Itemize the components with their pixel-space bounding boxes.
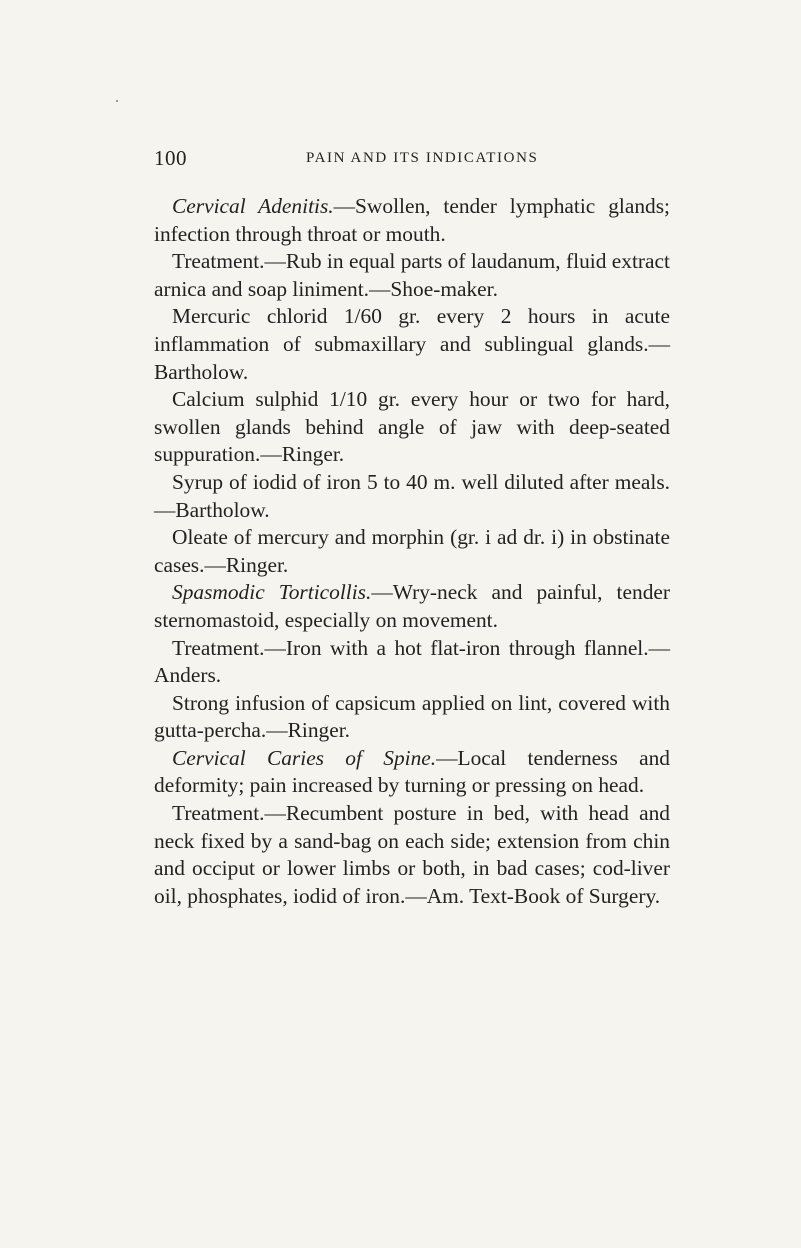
paragraph-text: Calcium sulphid 1/10 gr. every hour or two for hard, swollen glands behind angle of jaw with deep-seated suppuration.—Ringer.	[154, 387, 670, 467]
paragraph-cervical-caries	[154, 745, 670, 800]
paragraph-text: —Swollen, tender lymphatic glands; infection through throat or mouth.	[154, 194, 670, 246]
paragraph-text: Treatment.—Rub in equal parts of laudanum, fluid extract arnica and soap liniment.—Shoe-maker.	[154, 249, 670, 301]
body-text	[154, 193, 670, 910]
paragraph-text: Strong infusion of capsicum applied on lint, covered with gutta-percha.—Ringer.	[154, 690, 670, 743]
paragraph-capsicum	[154, 690, 670, 745]
paragraph-calcium-sulphid	[154, 386, 670, 469]
paragraph-text: Oleate of mercury and morphin (gr. i ad dr. i) in obstinate cases.—Ringer.	[154, 525, 670, 577]
scan-speck	[116, 100, 118, 102]
paragraph-syrup-iodid	[154, 469, 670, 524]
section-heading-spasmodic-torticollis: Spasmodic Torticollis.	[172, 580, 372, 605]
paragraph-oleate-mercury	[154, 524, 670, 579]
paragraph-text: Mercuric chlorid 1/60 gr. every 2 hours in acute inflammation of submaxillary and sublingual glands.—Bartholow.	[154, 304, 670, 384]
paragraph-text: Treatment.—Iron with a hot flat-iron through flannel.—Anders.	[154, 635, 670, 688]
section-heading-cervical-adenitis: Cervical Adenitis.	[172, 194, 334, 218]
section-heading-cervical-caries: Cervical Caries of Spine.	[172, 745, 437, 770]
paragraph-treatment-recumbent	[154, 800, 670, 910]
paragraph-spasmodic-torticollis	[154, 579, 670, 634]
running-head: PAIN AND ITS INDICATIONS	[306, 150, 539, 166]
paragraph-text: —Wry-neck and painful, tender sternomastoid, especially on movement.	[154, 580, 671, 632]
paragraph-cervical-adenitis	[154, 193, 670, 248]
paragraph-text: Syrup of iodid of iron 5 to 40 m. well diluted after meals.—Bartholow.	[154, 469, 670, 522]
paragraph-treatment-laudanum	[154, 248, 670, 303]
paragraph-treatment-iron	[154, 635, 670, 690]
paragraph-text: Treatment.—Recumbent posture in bed, with head and neck fixed by a sand-bag on each side; extension from chin and occiput or lower limbs or both, in bad cases; cod-liver oil, phosphates, iodid of iron.—Am. Text-Book of Surgery.	[154, 801, 670, 908]
page-number: 100	[154, 146, 187, 170]
paragraph-text: —Local tenderness and deformity; pain increased by turning or pressing on head.	[154, 745, 671, 798]
page-header	[154, 146, 674, 170]
paragraph-mercuric-chlorid	[154, 303, 670, 386]
